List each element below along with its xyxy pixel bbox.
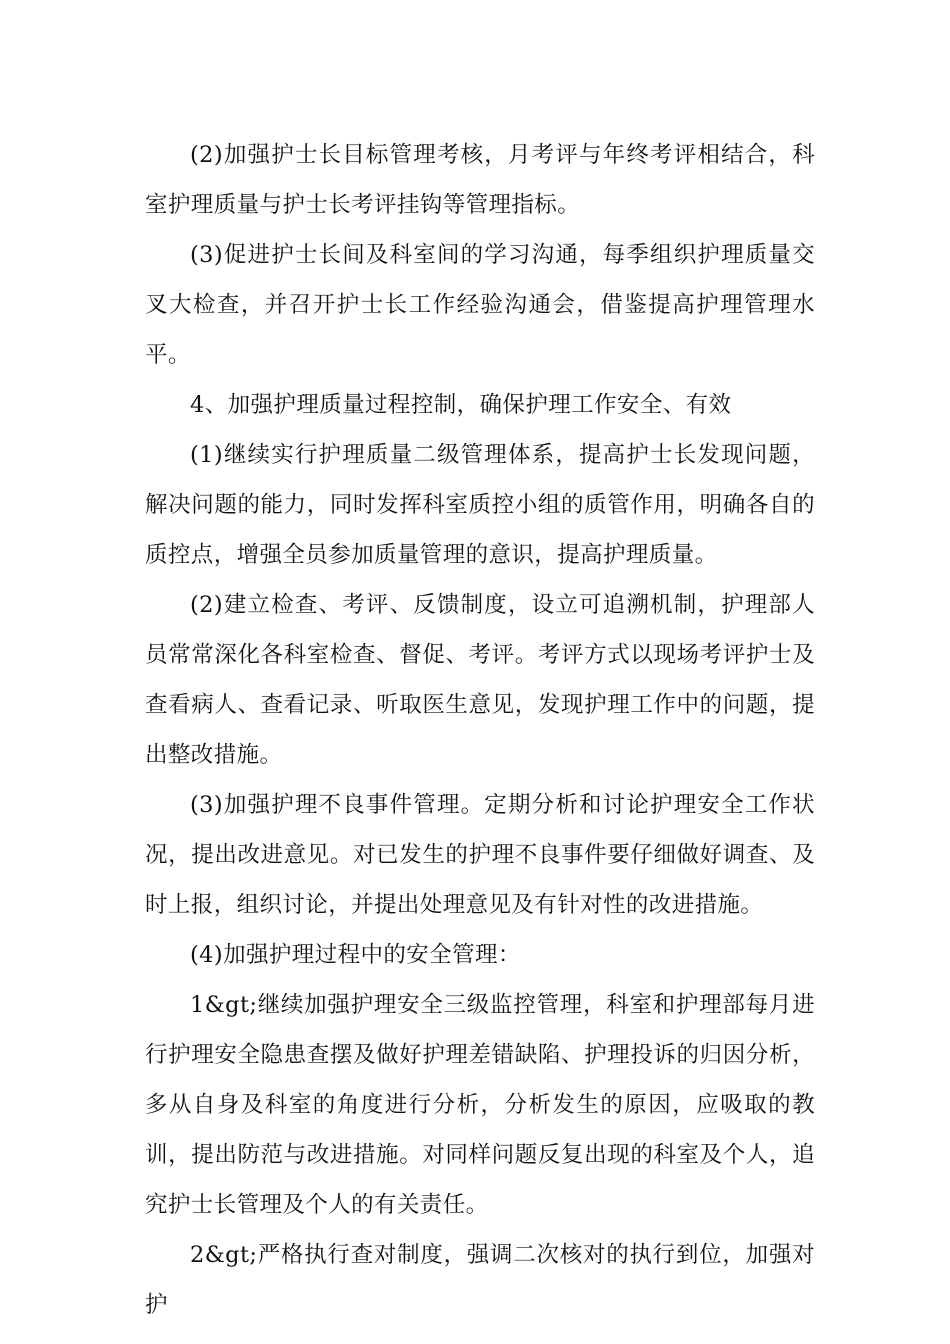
paragraph: 2&gt;严格执行查对制度，强调二次核对的执行到位，加强对护 xyxy=(145,1242,815,1318)
paragraph: 1&gt;继续加强护理安全三级监控管理，科室和护理部每月进行护理安全隐患查摆及做好护理差错缺陷、护理投诉的归因分析，多从自身及科室的角度进行分析，分析发生的原因，应吸取的教训，提出防范与改进措施。对同样问题反复出现的科室及个人，追究护士长管理及个人的有关责任。 xyxy=(145,992,815,1218)
paragraph: (2)加强护士长目标管理考核，月考评与年终考评相结合，科室护理质量与护士长考评挂钩等管理指标。 xyxy=(145,142,815,218)
section-heading: 4、加强护理质量过程控制，确保护理工作安全、有效 xyxy=(190,392,732,418)
paragraph: (2)建立检查、考评、反馈制度，设立可追溯机制，护理部人员常常深化各科室检查、督促、考评。考评方式以现场考评护士及查看病人、查看记录、听取医生意见，发现护理工作中的问题，提出整改措施。 xyxy=(145,592,815,768)
paragraph: (4)加强护理过程中的安全管理： xyxy=(190,942,521,968)
paragraph: (3)加强护理不良事件管理。定期分析和讨论护理安全工作状况，提出改进意见。对已发生的护理不良事件要仔细做好调查、及时上报，组织讨论，并提出处理意见及有针对性的改进措施。 xyxy=(145,792,815,918)
paragraph: (1)继续实行护理质量二级管理体系，提高护士长发现问题，解决问题的能力，同时发挥科室质控小组的质管作用，明确各自的质控点，增强全员参加质量管理的意识，提高护理质量。 xyxy=(145,442,815,568)
paragraph: (3)促进护士长间及科室间的学习沟通，每季组织护理质量交叉大检查，并召开护士长工作经验沟通会，借鉴提高护理管理水平。 xyxy=(145,242,815,368)
document-body xyxy=(145,130,815,1330)
